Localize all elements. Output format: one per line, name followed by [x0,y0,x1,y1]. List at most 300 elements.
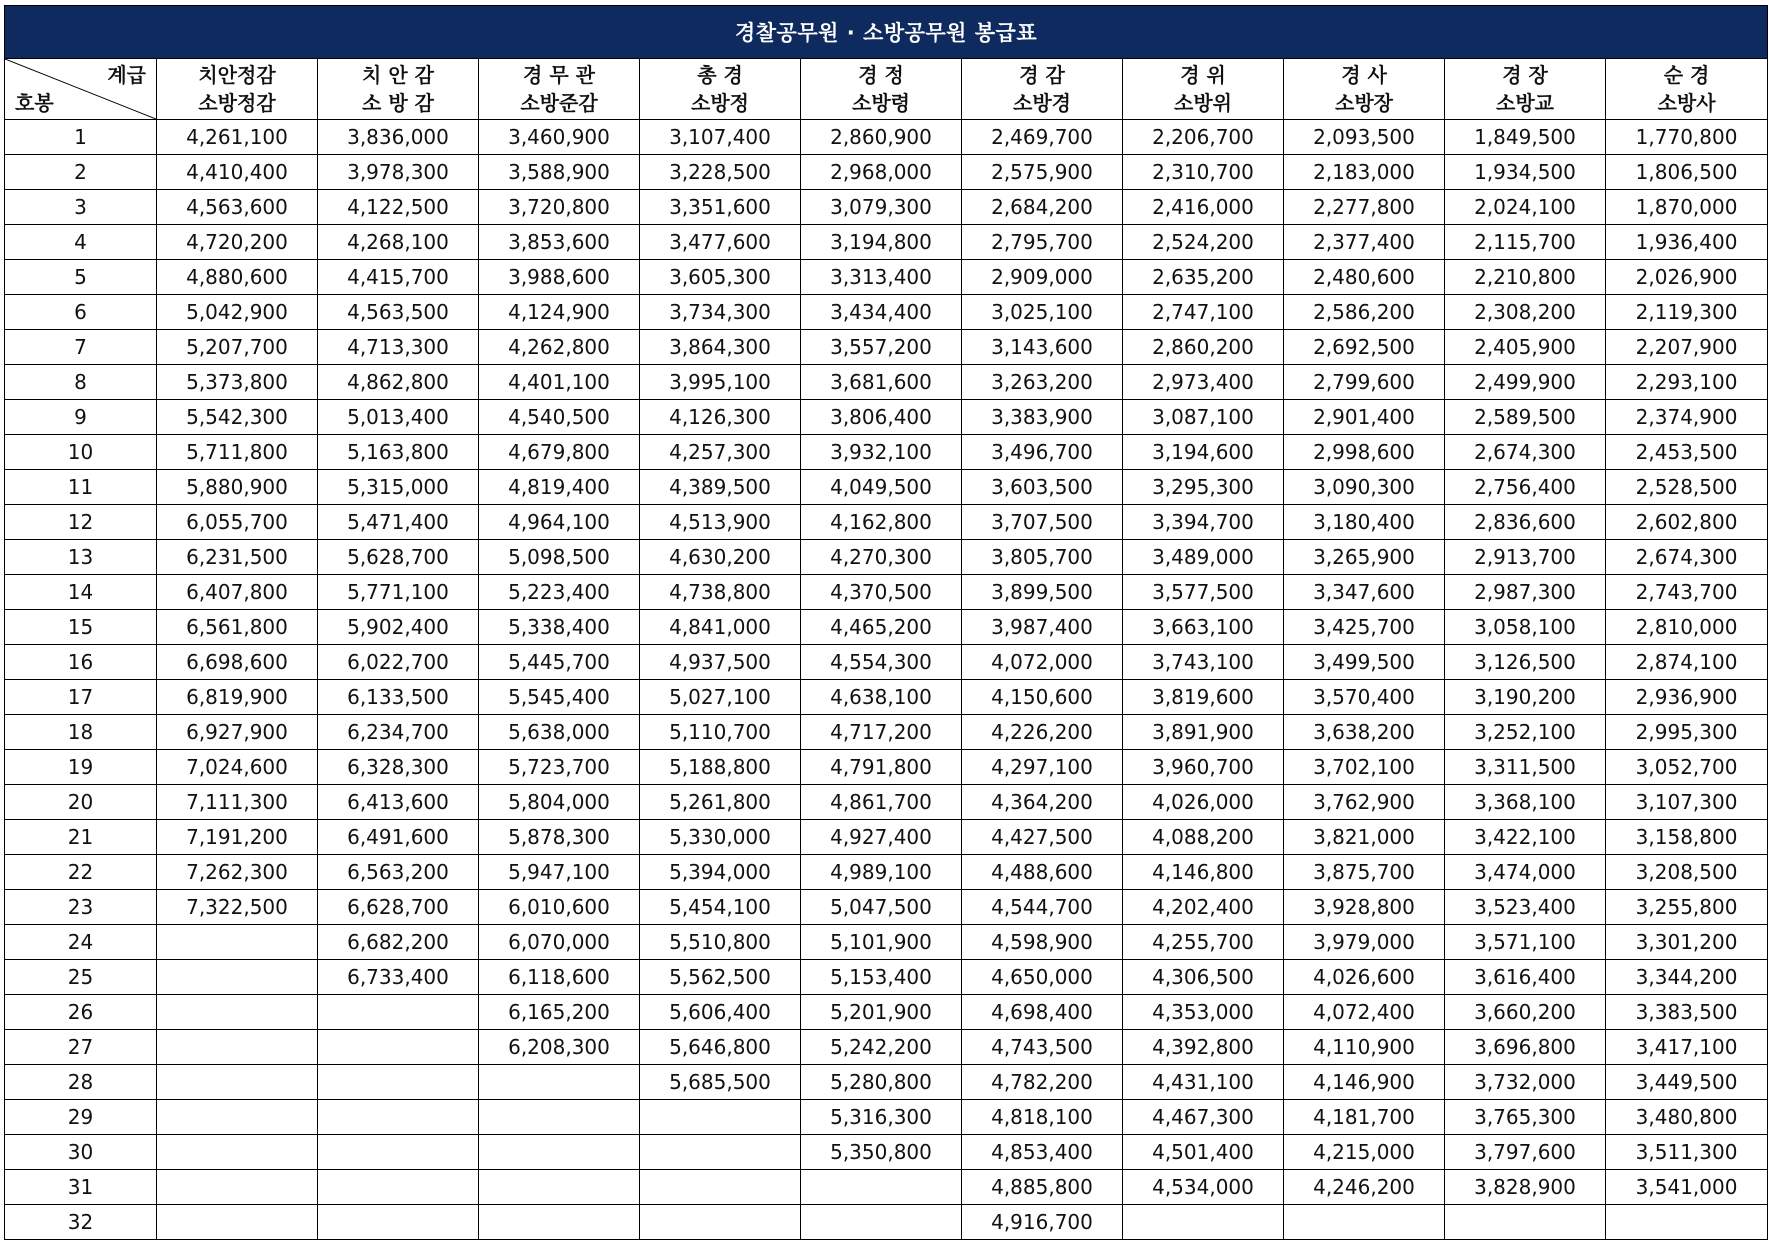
salary-cell: 5,373,800 [157,365,318,400]
table-row [5,1205,1768,1240]
salary-cell: 5,315,000 [318,470,479,505]
table-row [5,785,1768,820]
salary-cell: 2,602,800 [1606,505,1768,540]
table-row [5,1030,1768,1065]
salary-cell: 3,979,000 [1284,925,1445,960]
salary-cell: 4,937,500 [640,645,801,680]
step-number-cell: 5 [5,260,157,295]
salary-cell: 2,995,300 [1606,715,1768,750]
table-row [5,575,1768,610]
salary-cell: 4,370,500 [801,575,962,610]
salary-cell: 3,425,700 [1284,610,1445,645]
salary-cell: 3,864,300 [640,330,801,365]
salary-cell: 4,630,200 [640,540,801,575]
grade-fire-title: 소방준감 [520,91,598,115]
grade-fire-title: 소방령 [852,91,910,115]
salary-cell: 4,124,900 [479,295,640,330]
salary-cell: 2,973,400 [1123,365,1284,400]
salary-cell: 3,603,500 [962,470,1123,505]
salary-cell [479,1205,640,1240]
salary-cell: 6,328,300 [318,750,479,785]
salary-cell: 4,743,500 [962,1030,1123,1065]
salary-cell: 3,058,100 [1445,610,1606,645]
salary-cell: 6,234,700 [318,715,479,750]
salary-cell: 4,713,300 [318,330,479,365]
table-row [5,155,1768,190]
salary-cell: 4,818,100 [962,1100,1123,1135]
salary-cell: 4,841,000 [640,610,801,645]
salary-cell: 2,183,000 [1284,155,1445,190]
salary-cell: 3,180,400 [1284,505,1445,540]
table-row [5,470,1768,505]
salary-cell: 5,316,300 [801,1100,962,1135]
step-number-cell: 19 [5,750,157,785]
salary-cell: 6,563,200 [318,855,479,890]
salary-cell: 3,194,600 [1123,435,1284,470]
salary-cell: 5,101,900 [801,925,962,960]
salary-cell: 5,947,100 [479,855,640,890]
salary-cell: 3,417,100 [1606,1030,1768,1065]
salary-cell: 4,861,700 [801,785,962,820]
salary-cell: 3,311,500 [1445,750,1606,785]
grade-header-cell [1284,59,1445,120]
salary-cell: 4,268,100 [318,225,479,260]
salary-cell: 5,261,800 [640,785,801,820]
salary-cell [1606,1205,1768,1240]
salary-cell: 3,383,500 [1606,995,1768,1030]
salary-cell: 5,685,500 [640,1065,801,1100]
salary-cell: 2,416,000 [1123,190,1284,225]
salary-cell: 4,226,200 [962,715,1123,750]
salary-cell: 4,638,100 [801,680,962,715]
salary-cell: 4,049,500 [801,470,962,505]
salary-cell: 5,013,400 [318,400,479,435]
salary-cell: 4,989,100 [801,855,962,890]
salary-cell: 3,557,200 [801,330,962,365]
salary-cell [318,1135,479,1170]
salary-cell: 3,460,900 [479,120,640,155]
grade-header-cell [1606,59,1768,120]
salary-cell: 5,804,000 [479,785,640,820]
salary-cell: 5,711,800 [157,435,318,470]
salary-cell: 4,791,800 [801,750,962,785]
grade-police-title: 치안정감 [198,63,276,87]
salary-cell [157,1205,318,1240]
salary-cell [318,995,479,1030]
table-row [5,1135,1768,1170]
salary-cell: 3,351,600 [640,190,801,225]
salary-cell: 3,208,500 [1606,855,1768,890]
grade-header-cell [801,59,962,120]
table-row [5,190,1768,225]
step-number-cell: 24 [5,925,157,960]
salary-cell: 3,126,500 [1445,645,1606,680]
salary-cell: 3,577,500 [1123,575,1284,610]
salary-cell: 3,523,400 [1445,890,1606,925]
salary-cell: 2,756,400 [1445,470,1606,505]
step-number-cell: 20 [5,785,157,820]
grade-fire-title: 소방사 [1657,91,1716,115]
step-number-cell: 21 [5,820,157,855]
salary-cell: 4,540,500 [479,400,640,435]
salary-cell: 3,732,000 [1445,1065,1606,1100]
salary-cell: 4,353,000 [1123,995,1284,1030]
salary-cell [1445,1205,1606,1240]
salary-cell [479,1100,640,1135]
salary-cell: 4,392,800 [1123,1030,1284,1065]
step-number-cell: 25 [5,960,157,995]
salary-cell: 5,163,800 [318,435,479,470]
salary-cell: 3,681,600 [801,365,962,400]
salary-cell: 1,870,000 [1606,190,1768,225]
salary-cell: 6,010,600 [479,890,640,925]
salary-cell: 2,024,100 [1445,190,1606,225]
step-number-cell: 4 [5,225,157,260]
salary-cell: 3,978,300 [318,155,479,190]
salary-cell: 3,571,100 [1445,925,1606,960]
salary-cell: 3,394,700 [1123,505,1284,540]
step-number-cell: 12 [5,505,157,540]
salary-cell: 4,554,300 [801,645,962,680]
salary-cell: 6,070,000 [479,925,640,960]
step-number-cell: 2 [5,155,157,190]
salary-cell: 3,252,100 [1445,715,1606,750]
salary-cell: 2,277,800 [1284,190,1445,225]
salary-cell: 6,118,600 [479,960,640,995]
salary-cell: 2,207,900 [1606,330,1768,365]
salary-cell: 6,022,700 [318,645,479,680]
salary-cell: 6,413,600 [318,785,479,820]
salary-cell: 2,374,900 [1606,400,1768,435]
salary-cell: 5,207,700 [157,330,318,365]
salary-cell: 3,765,300 [1445,1100,1606,1135]
salary-cell: 3,960,700 [1123,750,1284,785]
salary-cell: 5,350,800 [801,1135,962,1170]
salary-cell: 5,027,100 [640,680,801,715]
step-number-cell: 8 [5,365,157,400]
salary-cell: 5,201,900 [801,995,962,1030]
salary-cell: 2,119,300 [1606,295,1768,330]
grade-header-cell [1123,59,1284,120]
salary-cell: 4,126,300 [640,400,801,435]
salary-cell [801,1170,962,1205]
grade-header-cell [1445,59,1606,120]
salary-cell: 3,090,300 [1284,470,1445,505]
salary-cell: 4,467,300 [1123,1100,1284,1135]
salary-cell: 3,474,000 [1445,855,1606,890]
salary-cell: 4,720,200 [157,225,318,260]
salary-cell [318,1030,479,1065]
salary-cell: 4,415,700 [318,260,479,295]
salary-cell: 7,322,500 [157,890,318,925]
salary-cell: 5,606,400 [640,995,801,1030]
grade-fire-title: 소방위 [1174,91,1232,115]
salary-cell: 3,422,100 [1445,820,1606,855]
salary-cell: 4,862,800 [318,365,479,400]
salary-cell: 5,880,900 [157,470,318,505]
salary-cell: 1,806,500 [1606,155,1768,190]
step-number-cell: 23 [5,890,157,925]
salary-cell: 5,646,800 [640,1030,801,1065]
salary-cell: 6,927,900 [157,715,318,750]
salary-cell: 3,087,100 [1123,400,1284,435]
salary-cell: 3,434,400 [801,295,962,330]
salary-cell: 3,194,800 [801,225,962,260]
salary-cell: 4,650,000 [962,960,1123,995]
salary-cell: 2,684,200 [962,190,1123,225]
step-number-cell: 32 [5,1205,157,1240]
grade-header-cell [157,59,318,120]
salary-cell: 3,449,500 [1606,1065,1768,1100]
salary-cell: 2,528,500 [1606,470,1768,505]
salary-cell: 5,545,400 [479,680,640,715]
salary-cell: 5,454,100 [640,890,801,925]
salary-cell: 1,934,500 [1445,155,1606,190]
salary-cell: 6,561,800 [157,610,318,645]
salary-cell: 4,698,400 [962,995,1123,1030]
salary-cell: 3,344,200 [1606,960,1768,995]
salary-cell: 3,499,500 [1284,645,1445,680]
salary-cell: 5,445,700 [479,645,640,680]
salary-cell: 6,208,300 [479,1030,640,1065]
salary-cell: 5,394,000 [640,855,801,890]
salary-cell [157,1135,318,1170]
salary-cell: 4,853,400 [962,1135,1123,1170]
salary-cell: 5,471,400 [318,505,479,540]
salary-cell: 4,122,500 [318,190,479,225]
table-row [5,400,1768,435]
salary-cell: 4,270,300 [801,540,962,575]
salary-cell: 2,860,900 [801,120,962,155]
salary-cell: 4,072,400 [1284,995,1445,1030]
salary-cell: 3,511,300 [1606,1135,1768,1170]
salary-cell: 4,819,400 [479,470,640,505]
salary-cell: 4,916,700 [962,1205,1123,1240]
salary-cell: 3,995,100 [640,365,801,400]
salary-table [4,5,1768,1240]
salary-cell: 4,885,800 [962,1170,1123,1205]
table-row [5,435,1768,470]
salary-cell: 2,860,200 [1123,330,1284,365]
salary-cell: 4,465,200 [801,610,962,645]
table-row [5,855,1768,890]
salary-cell [318,1100,479,1135]
salary-cell: 5,188,800 [640,750,801,785]
salary-cell: 3,301,200 [1606,925,1768,960]
salary-cell [318,1065,479,1100]
salary-cell: 3,707,500 [962,505,1123,540]
salary-cell: 3,541,000 [1606,1170,1768,1205]
salary-cell: 4,927,400 [801,820,962,855]
salary-cell: 3,480,800 [1606,1100,1768,1135]
salary-cell: 3,734,300 [640,295,801,330]
salary-cell: 4,964,100 [479,505,640,540]
salary-cell: 2,799,600 [1284,365,1445,400]
salary-cell: 3,025,100 [962,295,1123,330]
salary-cell: 3,899,500 [962,575,1123,610]
salary-cell: 4,513,900 [640,505,801,540]
salary-cell: 4,257,300 [640,435,801,470]
salary-cell: 5,098,500 [479,540,640,575]
salary-cell [157,995,318,1030]
step-number-cell: 11 [5,470,157,505]
salary-cell: 4,534,000 [1123,1170,1284,1205]
salary-cell: 2,210,800 [1445,260,1606,295]
table-row [5,505,1768,540]
salary-cell: 2,377,400 [1284,225,1445,260]
salary-cell: 4,215,000 [1284,1135,1445,1170]
salary-cell [640,1205,801,1240]
salary-cell: 5,902,400 [318,610,479,645]
grade-police-title: 경 정 [858,63,904,87]
step-number-cell: 17 [5,680,157,715]
salary-cell: 2,747,100 [1123,295,1284,330]
salary-cell: 4,110,900 [1284,1030,1445,1065]
step-number-cell: 29 [5,1100,157,1135]
salary-cell: 7,024,600 [157,750,318,785]
salary-cell: 2,093,500 [1284,120,1445,155]
salary-cell: 4,598,900 [962,925,1123,960]
salary-cell: 6,698,600 [157,645,318,680]
salary-cell: 4,501,400 [1123,1135,1284,1170]
salary-cell [479,1065,640,1100]
step-number-cell: 22 [5,855,157,890]
salary-cell: 3,696,800 [1445,1030,1606,1065]
salary-cell: 6,491,600 [318,820,479,855]
salary-cell: 3,806,400 [801,400,962,435]
step-number-cell: 26 [5,995,157,1030]
salary-cell: 2,936,900 [1606,680,1768,715]
table-row [5,610,1768,645]
table-row [5,680,1768,715]
salary-cell: 4,181,700 [1284,1100,1445,1135]
salary-cell: 3,158,800 [1606,820,1768,855]
salary-cell: 2,206,700 [1123,120,1284,155]
salary-cell: 3,836,000 [318,120,479,155]
salary-cell: 4,782,200 [962,1065,1123,1100]
table-row [5,295,1768,330]
salary-cell: 1,770,800 [1606,120,1768,155]
salary-cell: 2,635,200 [1123,260,1284,295]
salary-cell: 4,261,100 [157,120,318,155]
salary-cell: 5,042,900 [157,295,318,330]
table-row [5,1100,1768,1135]
salary-cell: 2,743,700 [1606,575,1768,610]
salary-cell: 2,998,600 [1284,435,1445,470]
salary-cell: 5,638,000 [479,715,640,750]
table-row [5,715,1768,750]
salary-cell: 3,932,100 [801,435,962,470]
table-row [5,225,1768,260]
salary-cell: 4,738,800 [640,575,801,610]
salary-cell [479,1170,640,1205]
table-row [5,890,1768,925]
grade-fire-title: 소방장 [1335,91,1393,115]
salary-cell [1123,1205,1284,1240]
grade-header-label: 계급 [107,63,146,87]
table-row [5,645,1768,680]
grade-police-title: 경 위 [1180,63,1226,87]
salary-cell: 2,293,100 [1606,365,1768,400]
salary-cell [157,1065,318,1100]
salary-cell: 3,987,400 [962,610,1123,645]
salary-cell: 5,153,400 [801,960,962,995]
salary-cell: 3,228,500 [640,155,801,190]
salary-cell: 2,575,900 [962,155,1123,190]
table-row [5,995,1768,1030]
grade-police-title: 경 감 [1019,63,1065,87]
salary-cell: 7,111,300 [157,785,318,820]
salary-cell: 4,427,500 [962,820,1123,855]
salary-cell: 4,162,800 [801,505,962,540]
salary-cell: 2,524,200 [1123,225,1284,260]
salary-cell [318,1170,479,1205]
table-title: 경찰공무원 · 소방공무원 봉급표 [5,6,1768,59]
salary-cell: 3,821,000 [1284,820,1445,855]
table-row [5,330,1768,365]
salary-cell: 3,819,600 [1123,680,1284,715]
table-row [5,540,1768,575]
salary-cell [640,1100,801,1135]
grade-police-title: 총 경 [697,63,743,87]
salary-cell: 6,819,900 [157,680,318,715]
salary-cell: 2,968,000 [801,155,962,190]
salary-cell: 4,202,400 [1123,890,1284,925]
grade-header-cell [479,59,640,120]
salary-cell [157,1100,318,1135]
grade-police-title: 경 장 [1502,63,1548,87]
step-number-cell: 14 [5,575,157,610]
salary-cell: 3,107,300 [1606,785,1768,820]
salary-cell: 5,242,200 [801,1030,962,1065]
salary-cell: 2,499,900 [1445,365,1606,400]
salary-cell [157,925,318,960]
step-number-cell: 13 [5,540,157,575]
step-header-label: 호봉 [15,91,54,115]
step-number-cell: 27 [5,1030,157,1065]
table-row [5,120,1768,155]
salary-cell: 5,047,500 [801,890,962,925]
salary-cell: 5,110,700 [640,715,801,750]
salary-cell: 3,702,100 [1284,750,1445,785]
salary-cell: 3,489,000 [1123,540,1284,575]
salary-cell: 2,453,500 [1606,435,1768,470]
salary-cell: 4,431,100 [1123,1065,1284,1100]
salary-cell: 7,262,300 [157,855,318,890]
grade-fire-title: 소방정감 [198,91,276,115]
salary-cell: 3,143,600 [962,330,1123,365]
salary-cell: 2,026,900 [1606,260,1768,295]
salary-cell: 4,246,200 [1284,1170,1445,1205]
step-number-cell: 16 [5,645,157,680]
salary-cell: 2,674,300 [1445,435,1606,470]
step-number-cell: 15 [5,610,157,645]
salary-cell: 3,496,700 [962,435,1123,470]
salary-cell: 4,401,100 [479,365,640,400]
salary-cell: 4,880,600 [157,260,318,295]
salary-cell: 4,146,900 [1284,1065,1445,1100]
grade-police-title: 경 사 [1341,63,1387,87]
salary-cell: 3,875,700 [1284,855,1445,890]
salary-cell: 4,563,600 [157,190,318,225]
salary-cell: 4,563,500 [318,295,479,330]
salary-cell: 4,306,500 [1123,960,1284,995]
salary-cell: 7,191,200 [157,820,318,855]
salary-cell: 3,638,200 [1284,715,1445,750]
salary-cell: 2,913,700 [1445,540,1606,575]
salary-cell: 3,660,200 [1445,995,1606,1030]
salary-cell: 4,026,000 [1123,785,1284,820]
